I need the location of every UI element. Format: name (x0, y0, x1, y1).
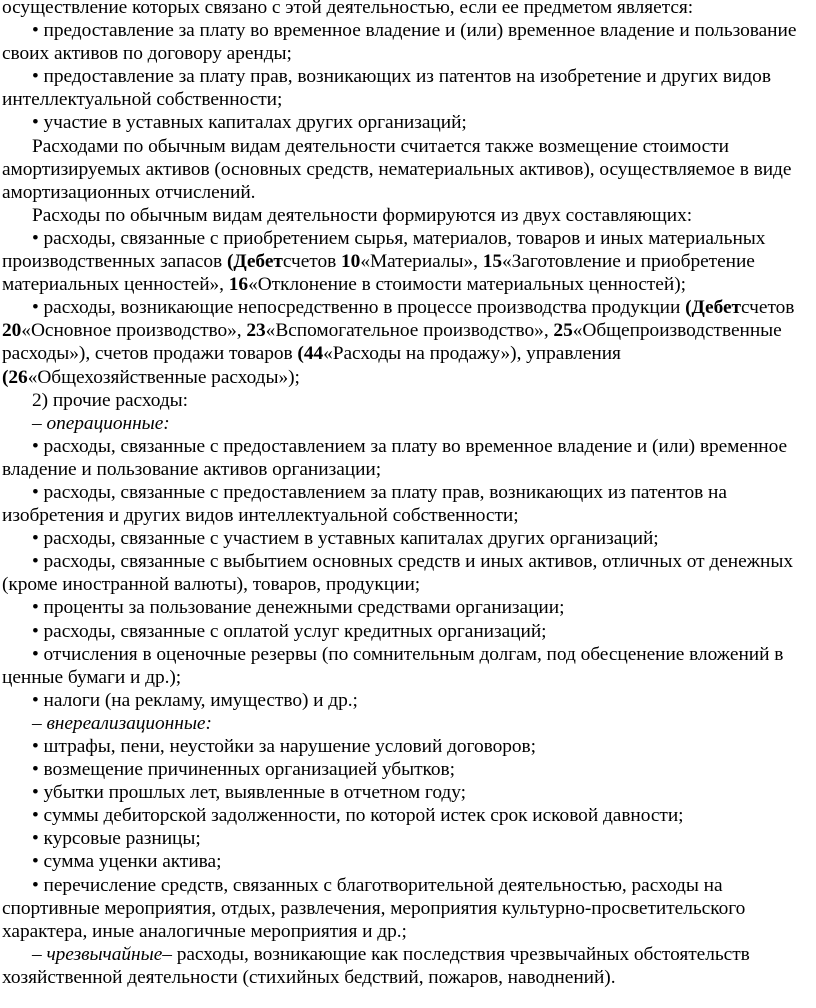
text-fragment: «Заготовление и приобретение материальных ценностей», (2, 251, 755, 296)
text-fragment: • расходы, связанные с приобретением сырья, материалов, товаров и иных материальных производственных запасов (2, 227, 766, 273)
paragraph: • отчисления в оценочные резервы (по сомнительным долгам, под обесценение вложений в ценные бумаги и др.); (2, 643, 784, 688)
paragraph: осуществление которых связано с этой деятельностью, если ее предметом является: (2, 0, 694, 18)
text-fragment: – расходы, возникающие как последствия чрезвычайных обстоятельств хозяйственной деятельности (стихийных бедствий, пожаров, наводнений). (2, 943, 750, 988)
text-fragment: счетов (741, 297, 795, 319)
paragraph: – операционные: (32, 412, 170, 434)
text-fragment: «Материалы», (360, 251, 483, 273)
text-fragment: «Расходы на продажу»), управления (323, 343, 621, 365)
paragraph (2, 943, 812, 989)
paragraph: • возмещение причиненных организацией убытков; (32, 759, 455, 781)
paragraph: • налоги (на рекламу, имущество) и др.; (32, 689, 358, 711)
bold-fragment: (44 (297, 343, 324, 365)
paragraph: • суммы дебиторской задолженности, по которой истек срок исковой давности; (32, 805, 684, 827)
text-fragment: «Отклонение в стоимости материальных ценностей); (248, 274, 686, 296)
paragraph: • штрафы, пени, неустойки за нарушение условий договоров; (32, 736, 536, 757)
paragraph: • курсовые разницы; (32, 828, 201, 850)
paragraph: • сумма уценки актива; (32, 851, 222, 873)
bold-fragment: (Дебет (226, 251, 283, 273)
paragraph (2, 227, 812, 296)
bold-fragment: 15 (482, 251, 503, 273)
text-fragment: «Основное производство», (21, 320, 247, 342)
paragraph: Расходами по обычным видам деятельности считается также возмещение стоимости амортизируемых активов (основных средств, нематериальных активов), осуществляемое в виде амортизационных отчислений. (2, 135, 792, 203)
paragraph: – внереализационные: (32, 712, 212, 734)
paragraph: • расходы, связанные с предоставлением за плату во временное владение и (или) временное владение и пользование активов организации; (2, 435, 788, 480)
paragraph: Расходы по обычным видам деятельности формируются из двух составляющих: (32, 204, 693, 226)
paragraph (2, 296, 812, 388)
paragraph: • проценты за пользование денежными средствами организации; (32, 597, 565, 619)
bold-fragment: 25 (553, 320, 573, 342)
paragraph: • расходы, связанные с выбытием основных средств и иных активов, отличных от денежных (кроме иностранной валюты), товаров, продукции; (2, 551, 793, 596)
paragraph: • расходы, связанные с предоставлением за плату прав, возникающих из патентов на изобретения и других видов интеллектуальной собственности; (2, 481, 727, 527)
paragraph: • участие в уставных капиталах других организаций; (32, 112, 467, 134)
paragraph: • расходы, связанные с участием в уставных капиталах других организаций; (32, 528, 659, 550)
bold-fragment: 10 (341, 251, 361, 273)
paragraph: • перечисление средств, связанных с благотворительной деятельностью, расходы на спортивные мероприятия, отдых, развлечения, мероприятия культурно-просветительского характера, иные аналогичные мероприятия и др.; (2, 874, 746, 942)
text-fragment: • расходы, возникающие непосредственно в процессе производства продукции (32, 297, 686, 319)
paragraph: • предоставление за плату прав, возникающих из патентов на изобретение и других видов интеллектуальной собственности; (2, 66, 771, 111)
paragraph: • убытки прошлых лет, выявленные в отчетном году; (32, 782, 466, 804)
paragraph: • расходы, связанные с оплатой услуг кредитных организаций; (32, 620, 547, 642)
italic-fragment: – чрезвычайные (32, 943, 163, 965)
bold-fragment: 23 (246, 320, 266, 342)
text-fragment: «Вспомогательное производство», (265, 320, 554, 342)
bold-fragment: (Дебет (685, 297, 742, 319)
bold-fragment: 16 (228, 274, 249, 296)
bold-fragment: (26 (2, 366, 28, 388)
bold-fragment: 20 (2, 320, 22, 342)
text-fragment: «Общехозяйственные расходы»); (27, 366, 300, 388)
paragraph: • предоставление за плату во временное владение и (или) временное владение и пользование своих активов по договору аренды; (2, 20, 797, 65)
paragraph: 2) прочие расходы: (32, 389, 188, 411)
text-fragment: счетов (282, 251, 342, 273)
text-fragment: «Общепроизводственные расходы»), счетов продажи товаров (2, 320, 782, 365)
